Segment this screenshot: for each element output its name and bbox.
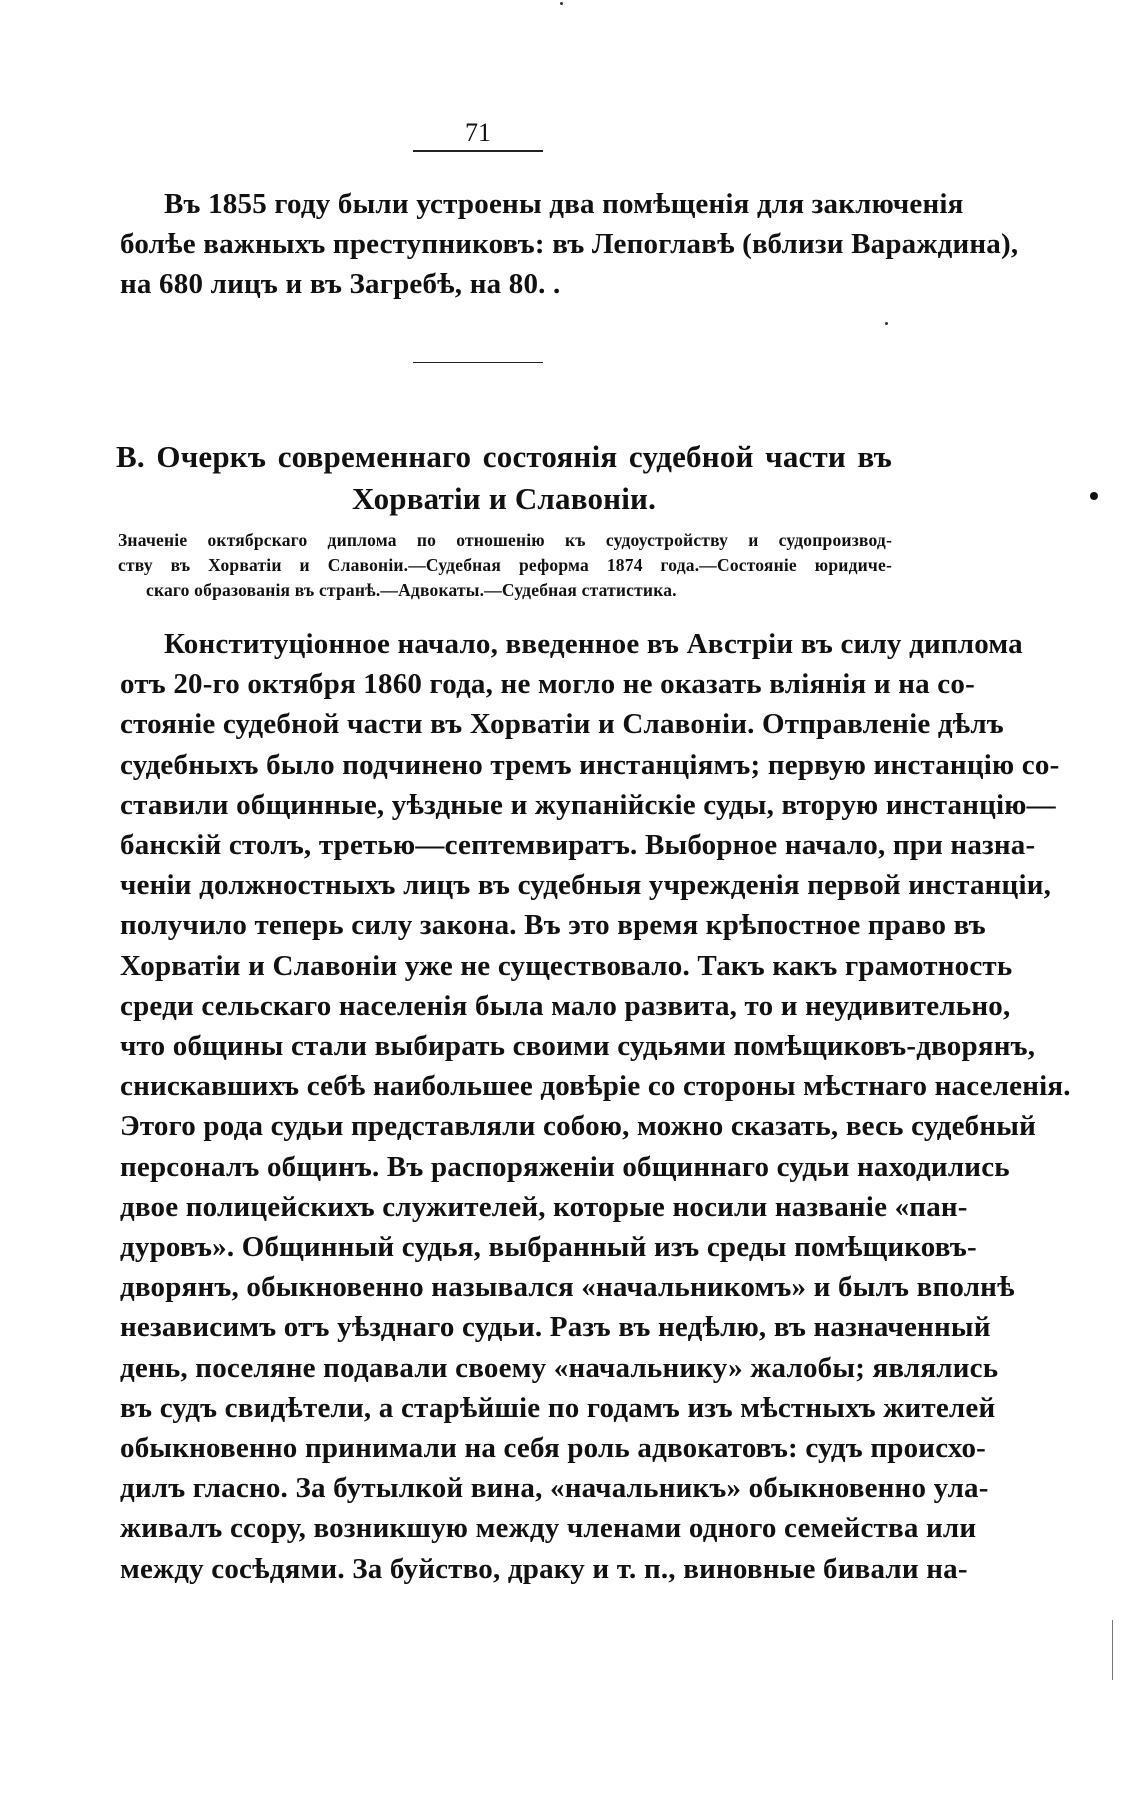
body-line: Хорватіи и Славоніи уже не существовало. Такъ какъ грамотность <box>120 949 1013 982</box>
body-line: въ судъ свидѣтели, а старѣйшіе по годамъ изъ мѣстныхъ жителей <box>120 1391 996 1424</box>
intro-paragraph <box>120 184 1019 304</box>
body-line: Конституціонное начало, введенное въ Австріи въ силу диплома <box>164 628 1023 660</box>
body-line: отъ 20-го октября 1860 года, не могло не оказать вліянія и на со- <box>120 668 975 701</box>
body-line: стояніе судебной части въ Хорватіи и Славоніи. Отправленіе дѣлъ <box>120 708 1004 741</box>
body-line: день, поселяне подавали своему «начальнику» жалобы; являлись <box>120 1351 999 1384</box>
scan-edge-mark <box>1112 1620 1113 1680</box>
summary-line: Значеніе октябрскаго диплома по отношенію къ судоустройству и судопроизвод- <box>118 530 892 550</box>
body-paragraph <box>120 624 1071 1589</box>
body-line: среди сельскаго населенія была мало развита, то и неудивительно, <box>120 989 1011 1022</box>
body-line: дворянъ, обыкновенно назывался «начальникомъ» и былъ вполнѣ <box>120 1271 1015 1304</box>
body-line: двое полицейскихъ служителей, которые носили названіе «пан- <box>120 1190 968 1223</box>
section-summary <box>118 528 892 603</box>
section-heading <box>116 436 892 520</box>
intro-line: Въ 1855 году были устроены два помѣщенія для заключенія <box>164 188 964 220</box>
page-number-rule <box>413 150 543 152</box>
body-line: ставили общинные, уѣздные и жупанійскіе суды, вторую инстанцію— <box>120 788 1056 821</box>
body-line: судебныхъ было подчинено тремъ инстанціямъ; первую инстанцію со- <box>120 748 1060 781</box>
body-line: ченіи должностныхъ лицъ въ судебныя учрежденія первой инстанціи, <box>120 869 1052 902</box>
body-line: снискавшихъ себѣ наибольшее довѣріе со стороны мѣстнаго населенія. <box>120 1070 1071 1103</box>
margin-dot <box>1090 492 1098 500</box>
body-line: Этого рода судьи представляли собою, можно сказать, весь судебный <box>120 1110 1037 1143</box>
scan-speck <box>885 322 888 325</box>
page-number: 71 <box>465 118 491 147</box>
section-divider <box>413 362 543 363</box>
intro-line: на 680 лицъ и въ Загребѣ, на 80. . <box>120 268 561 300</box>
body-line: получило теперь силу закона. Въ это время крѣпостное право въ <box>120 909 986 942</box>
body-line: дилъ гласно. За бутылкой вина, «начальникъ» обыкновенно ула- <box>120 1472 989 1505</box>
body-line: банскій столъ, третью—септемвиратъ. Выборное начало, при назна- <box>120 829 1036 862</box>
body-line: между сосѣдями. За буйство, драку и т. п., виновные бивали на- <box>120 1552 968 1585</box>
body-line: персоналъ общинъ. Въ распоряженіи общиннаго судьи находились <box>120 1150 1010 1183</box>
body-line: обыкновенно принимали на себя роль адвокатовъ: судъ происхо- <box>120 1432 987 1465</box>
body-line: дуровъ». Общинный судья, выбранный изъ среды помѣщиковъ- <box>120 1231 977 1264</box>
body-line: что общины стали выбирать своими судьями помѣщиковъ-дворянъ, <box>120 1030 1036 1063</box>
heading-line: В. Очеркъ современнаго состоянія судебной части въ <box>116 439 892 474</box>
scan-speck <box>560 2 563 5</box>
body-line: живалъ ссору, возникшую между членами одного семейства или <box>120 1512 977 1545</box>
heading-line: Хорватіи и Славоніи. <box>351 481 657 516</box>
intro-line: болѣе важныхъ преступниковъ: въ Лепоглавѣ (вблизи Вараждина), <box>120 228 1019 260</box>
body-line: независимъ отъ уѣзднаго судьи. Разъ въ недѣлю, въ назначенный <box>120 1311 991 1344</box>
summary-line: ству въ Хорватіи и Славоніи.—Судебная реформа 1874 года.—Состояніе юридиче- <box>118 555 892 575</box>
summary-line: скаго образованія въ странѣ.—Адвокаты.—Судебная статистика. <box>146 580 677 600</box>
